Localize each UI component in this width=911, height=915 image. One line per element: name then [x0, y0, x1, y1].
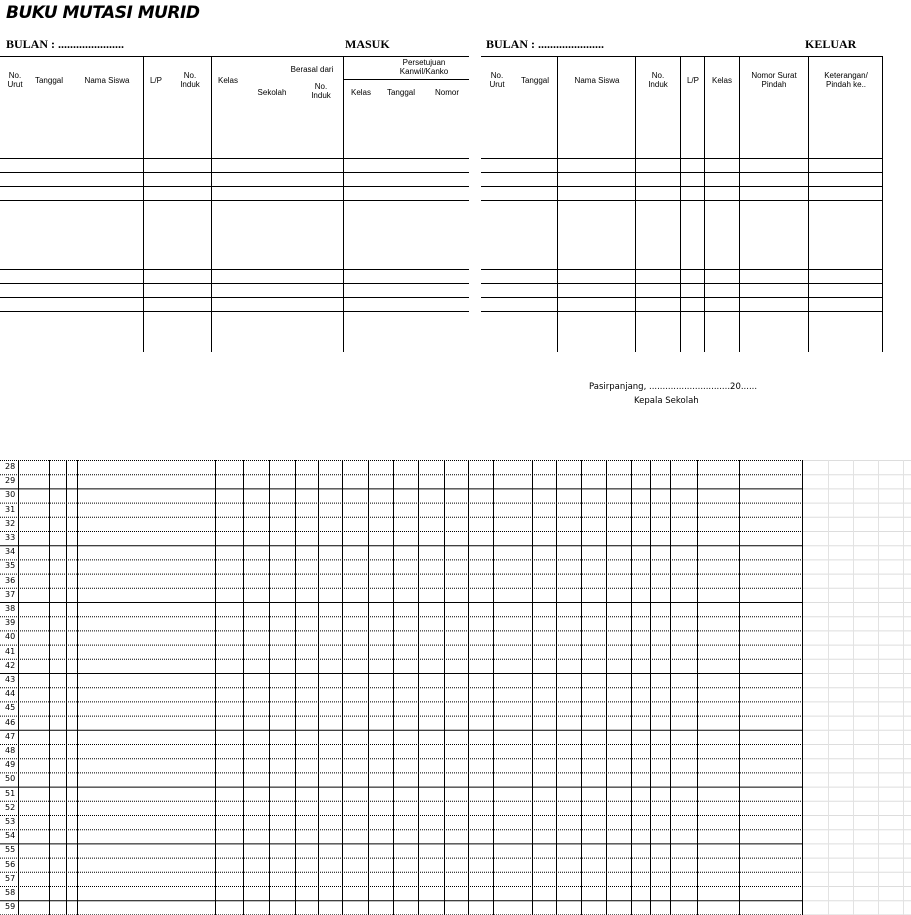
- row-number: 51: [5, 788, 16, 798]
- row-number: 48: [5, 746, 16, 755]
- row-number: 45: [5, 703, 16, 713]
- page-title: BUKU MUTASI MURID: [6, 3, 200, 23]
- col-berasal-dari: Berasal dari: [290, 65, 334, 74]
- keluar-col-nama-siswa: Nama Siswa: [574, 76, 620, 85]
- row-number: 41: [5, 646, 16, 656]
- col-kelas: Kelas: [217, 76, 238, 85]
- col-tanggal: Tanggal: [34, 76, 64, 85]
- row-number: 42: [5, 660, 16, 670]
- row-number: 43: [5, 675, 16, 684]
- signature-place-date: Pasirpanjang, ..............................20......: [589, 382, 758, 392]
- grid-sheet: [0, 460, 911, 915]
- row-number: 36: [5, 575, 16, 585]
- row-number: 30: [5, 490, 16, 500]
- keluar-col-lp: L/P: [686, 76, 699, 85]
- keluar-col-nomor-surat: Nomor Surat Pindah: [751, 71, 797, 89]
- row-number: 53: [5, 817, 16, 826]
- row-number: 31: [5, 504, 16, 514]
- row-number: 35: [5, 561, 16, 571]
- row-number: 34: [5, 547, 16, 557]
- row-number: 55: [5, 845, 16, 855]
- col-kelas-persetujuan: Kelas: [350, 88, 371, 97]
- keluar-col-no-urut: No. Urut: [489, 71, 505, 89]
- keluar-col-tanggal: Tanggal: [520, 76, 550, 85]
- row-number: 57: [5, 873, 16, 883]
- row-number: 47: [5, 731, 16, 741]
- col-tanggal-persetujuan: Tanggal: [386, 88, 416, 97]
- row-number: 33: [5, 533, 16, 542]
- row-number: 49: [5, 760, 16, 770]
- col-no-induk: No. Induk: [180, 71, 200, 89]
- keluar-section-label: KELUAR: [805, 37, 857, 51]
- col-persetujuan: Persetujuan Kanwil/Kanko: [399, 58, 449, 76]
- keluar-col-no-induk: No. Induk: [648, 71, 668, 89]
- keluar-bulan-label: BULAN : ......................: [486, 37, 605, 51]
- row-number: 58: [5, 888, 16, 897]
- row-number: 40: [5, 632, 16, 642]
- row-number: 54: [5, 831, 16, 841]
- row-number: 56: [5, 859, 16, 869]
- masuk-section-label: MASUK: [345, 37, 390, 51]
- row-number: 28: [5, 462, 16, 471]
- masuk-bulan-label: BULAN : ......................: [6, 37, 125, 51]
- keluar-col-keterangan: Keterangan/ Pindah ke..: [824, 71, 868, 89]
- col-no-induk-asal: No. Induk: [311, 82, 331, 100]
- col-no-urut: No. Urut: [7, 71, 23, 89]
- row-number: 37: [5, 589, 16, 599]
- row-number: 38: [5, 604, 16, 613]
- grid-lines: [0, 460, 911, 915]
- col-sekolah: Sekolah: [257, 88, 287, 97]
- row-number: 52: [5, 802, 16, 812]
- col-nomor: Nomor: [434, 88, 459, 97]
- row-number: 44: [5, 689, 16, 699]
- keluar-col-kelas: Kelas: [711, 76, 732, 85]
- row-number: 32: [5, 518, 16, 528]
- row-number: 59: [5, 902, 16, 912]
- row-number: 46: [5, 717, 16, 727]
- signature-role: Kepala Sekolah: [634, 396, 699, 406]
- col-lp: L/P: [149, 76, 162, 85]
- col-nama-siswa: Nama Siswa: [84, 76, 130, 85]
- row-number: 50: [5, 774, 16, 784]
- row-number: 39: [5, 618, 16, 628]
- row-number: 29: [5, 476, 16, 486]
